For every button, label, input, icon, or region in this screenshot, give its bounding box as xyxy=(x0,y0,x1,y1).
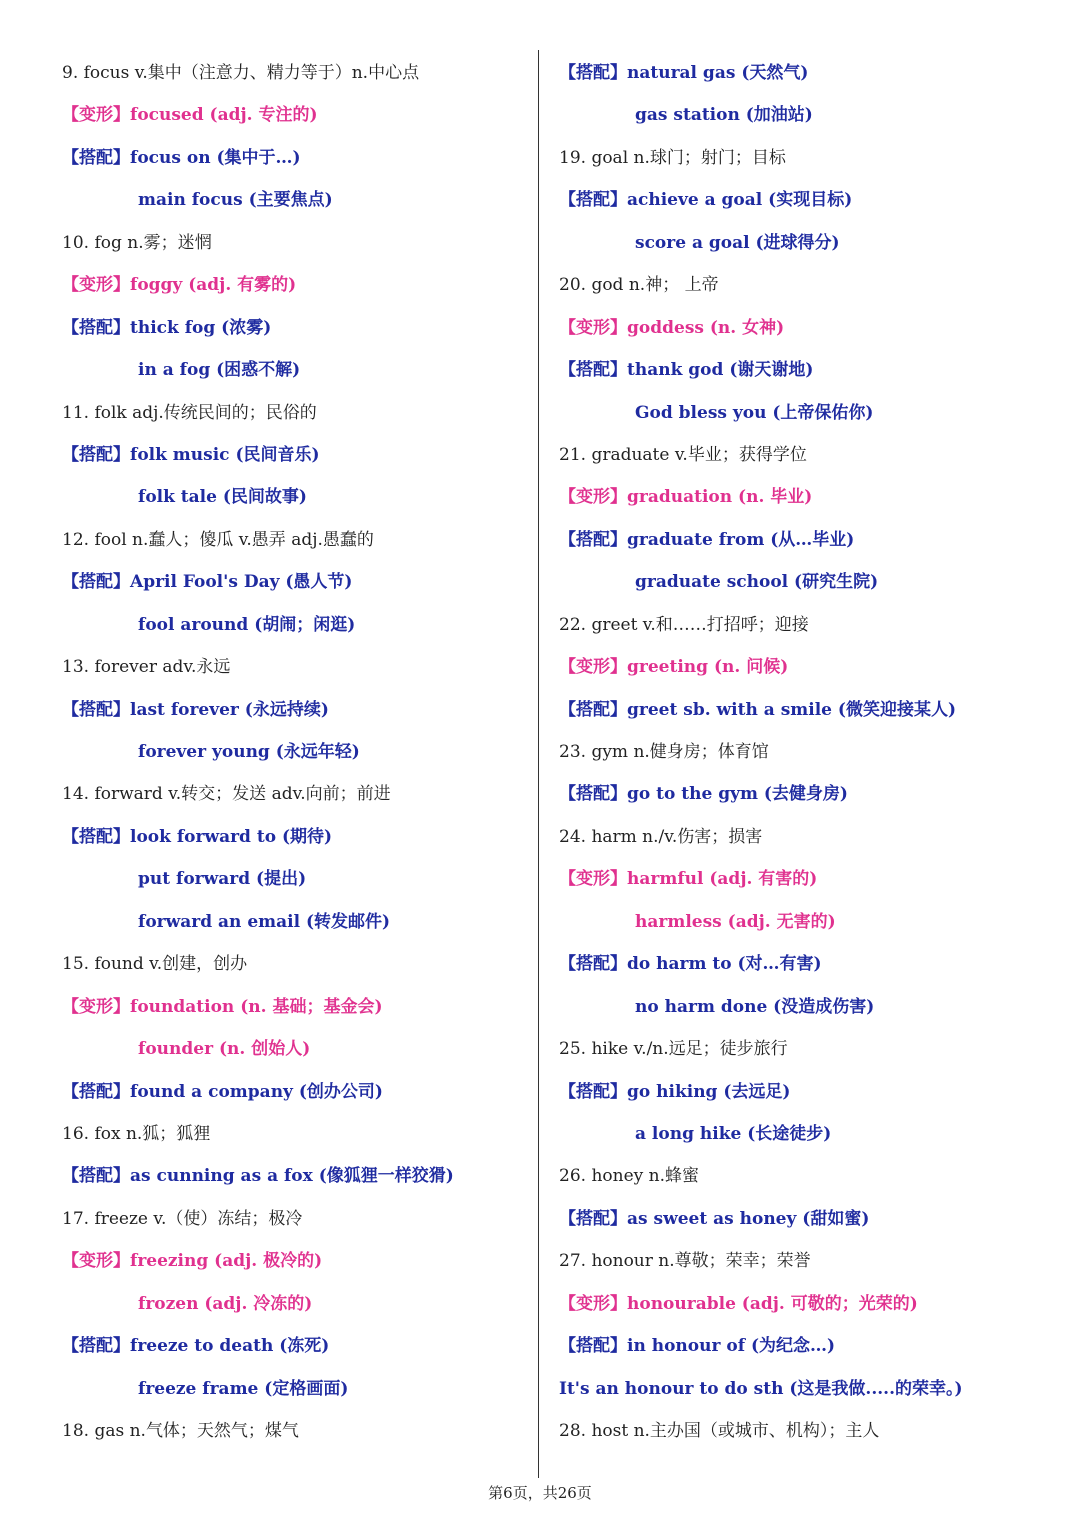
variant-line xyxy=(62,94,552,136)
variant-tag: 【变形】 xyxy=(559,317,627,338)
variant-text: graduation (n. 毕业) xyxy=(627,487,813,508)
variant-line xyxy=(559,858,1049,900)
collocation-tag: 【搭配】 xyxy=(62,1081,130,1102)
collocation-line xyxy=(559,773,1049,815)
variant-tag: 【变形】 xyxy=(559,657,627,678)
collocation-tag: 【搭配】 xyxy=(62,1166,130,1187)
vocab-entry: 22. greet v.和……打招呼；迎接 xyxy=(559,614,809,635)
vocab-entry: 18. gas n.气体；天然气；煤气 xyxy=(62,1421,299,1441)
vocab-entry: 28. host n.主办国（或城市、机构）；主人 xyxy=(559,1421,880,1441)
collocation-line: main focus (主要焦点) xyxy=(138,190,333,211)
collocation-line xyxy=(559,52,1049,94)
collocation-line: graduate school (研究生院) xyxy=(635,572,879,593)
vocab-entry: 12. fool n.蠢人；傻瓜 v.愚弄 adj.愚蠢的 xyxy=(62,529,374,550)
collocation-text: go to the gym (去健身房) xyxy=(627,784,848,805)
collocation-line xyxy=(559,1325,1049,1367)
vocab-entry: 15. found v.创建，创办 xyxy=(62,954,248,975)
variant-line xyxy=(62,1240,552,1282)
collocation-line xyxy=(62,816,552,858)
collocation-text: as cunning as a fox (像狐狸一样狡猾) xyxy=(130,1166,454,1187)
column-divider xyxy=(538,50,539,1478)
collocation-text: natural gas (天然气) xyxy=(627,63,809,83)
collocation-text: thick fog (浓雾) xyxy=(130,317,272,338)
collocation-text: focus on (集中于…) xyxy=(130,147,301,168)
variant-line xyxy=(559,1283,1049,1325)
phrase-line: It's an honour to do sth (这是我做.....的荣幸。) xyxy=(559,1378,963,1399)
collocation-text: achieve a goal (实现目标) xyxy=(627,190,853,211)
variant-text: foundation (n. 基础；基金会) xyxy=(130,996,383,1017)
collocation-tag: 【搭配】 xyxy=(559,784,627,805)
right-column xyxy=(559,52,1049,1452)
collocation-line xyxy=(62,1071,552,1113)
vocab-entry: 27. honour n.尊敬；荣幸；荣誉 xyxy=(559,1251,811,1272)
collocation-line xyxy=(559,1198,1049,1240)
collocation-text: found a company (创办公司) xyxy=(130,1081,383,1102)
vocab-entry: 19. goal n.球门；射门；目标 xyxy=(559,147,786,168)
collocation-line xyxy=(62,1325,552,1367)
collocation-line xyxy=(559,179,1049,221)
variant-line xyxy=(559,307,1049,349)
collocation-line xyxy=(62,561,552,603)
variant-tag: 【变形】 xyxy=(62,105,130,126)
collocation-tag: 【搭配】 xyxy=(62,147,130,168)
collocation-line: in a fog (困惑不解) xyxy=(138,360,301,381)
variant-text: freezing (adj. 极冷的) xyxy=(130,1251,323,1272)
collocation-tag: 【搭配】 xyxy=(559,529,627,550)
collocation-line xyxy=(559,1071,1049,1113)
variant-line xyxy=(559,646,1049,688)
vocab-entry: 11. folk adj.传统民间的；民俗的 xyxy=(62,402,317,423)
vocab-entry: 13. forever adv.永远 xyxy=(62,657,231,678)
collocation-tag: 【搭配】 xyxy=(559,1208,627,1229)
variant-text: goddess (n. 女神) xyxy=(627,317,785,338)
variant-tag: 【变形】 xyxy=(62,1251,130,1272)
variant-line xyxy=(62,264,552,306)
vocab-entry: 26. honey n.蜂蜜 xyxy=(559,1166,699,1187)
collocation-line: gas station (加油站) xyxy=(635,105,813,126)
collocation-text: go hiking (去远足) xyxy=(627,1081,791,1102)
collocation-line xyxy=(559,349,1049,391)
collocation-text: greet sb. with a smile (微笑迎接某人) xyxy=(627,699,956,720)
collocation-text: graduate from (从…毕业) xyxy=(627,529,855,550)
collocation-tag: 【搭配】 xyxy=(62,699,130,720)
collocation-text: folk music (民间音乐) xyxy=(130,444,320,465)
variant-text: greeting (n. 问候) xyxy=(627,657,789,678)
collocation-tag: 【搭配】 xyxy=(559,1081,627,1102)
collocation-tag: 【搭配】 xyxy=(559,360,627,381)
collocation-tag: 【搭配】 xyxy=(559,1336,627,1357)
variant-tag: 【变形】 xyxy=(559,1293,627,1314)
variant-line: founder (n. 创始人) xyxy=(138,1039,311,1060)
collocation-text: last forever (永远持续) xyxy=(130,699,329,720)
vocab-entry: 25. hike v./n.远足；徒步旅行 xyxy=(559,1039,788,1060)
collocation-text: April Fool's Day (愚人节) xyxy=(130,572,353,593)
variant-line: harmless (adj. 无害的) xyxy=(635,911,836,932)
collocation-line xyxy=(559,689,1049,731)
collocation-text: thank god (谢天谢地) xyxy=(627,360,814,381)
collocation-text: as sweet as honey (甜如蜜) xyxy=(627,1208,870,1229)
collocation-tag: 【搭配】 xyxy=(62,1336,130,1357)
collocation-line: forward an email (转发邮件) xyxy=(138,911,391,932)
collocation-text: in honour of (为纪念…) xyxy=(627,1336,836,1357)
variant-text: focused (adj. 专注的) xyxy=(130,105,318,126)
collocation-line: forever young (永远年轻) xyxy=(138,742,360,762)
collocation-line xyxy=(62,689,552,731)
collocation-line: fool around (胡闹；闲逛) xyxy=(138,614,356,635)
variant-tag: 【变形】 xyxy=(62,275,130,296)
collocation-tag: 【搭配】 xyxy=(559,699,627,720)
vocab-entry: 16. fox n.狐；狐狸 xyxy=(62,1123,211,1144)
collocation-text: freeze to death (冻死) xyxy=(130,1336,330,1357)
vocab-entry: 21. graduate v.毕业；获得学位 xyxy=(559,444,807,465)
collocation-tag: 【搭配】 xyxy=(62,572,130,593)
collocation-tag: 【搭配】 xyxy=(559,63,627,83)
collocation-line xyxy=(62,1155,552,1197)
collocation-line: no harm done (没造成伤害) xyxy=(635,996,875,1017)
collocation-line xyxy=(62,307,552,349)
variant-line: frozen (adj. 冷冻的) xyxy=(138,1293,313,1314)
variant-text: harmful (adj. 有害的) xyxy=(627,869,818,890)
collocation-line xyxy=(559,519,1049,561)
collocation-tag: 【搭配】 xyxy=(559,190,627,211)
collocation-line xyxy=(62,137,552,179)
page-footer: 第6页，共26页 xyxy=(488,1484,592,1502)
vocab-entry: 14. forward v.转交；发送 adv.向前；前进 xyxy=(62,784,391,805)
collocation-line: freeze frame (定格画面) xyxy=(138,1378,349,1399)
collocation-text: do harm to (对…有害) xyxy=(627,954,822,975)
collocation-tag: 【搭配】 xyxy=(62,317,130,338)
collocation-line xyxy=(62,434,552,476)
collocation-text: look forward to (期待) xyxy=(130,826,333,847)
vocab-entry: 9. focus v.集中（注意力、精力等于）n.中心点 xyxy=(62,63,420,83)
collocation-tag: 【搭配】 xyxy=(62,444,130,465)
collocation-line: folk tale (民间故事) xyxy=(138,487,307,508)
collocation-line: put forward (提出) xyxy=(138,869,307,890)
vocab-entry: 20. god n.神； 上帝 xyxy=(559,275,719,296)
collocation-tag: 【搭配】 xyxy=(559,954,627,975)
collocation-line: God bless you (上帝保佑你) xyxy=(635,402,874,423)
collocation-line: a long hike (长途徒步) xyxy=(635,1123,832,1144)
variant-line xyxy=(62,986,552,1028)
variant-tag: 【变形】 xyxy=(62,996,130,1017)
vocab-entry: 24. harm n./v.伤害；损害 xyxy=(559,826,763,847)
collocation-tag: 【搭配】 xyxy=(62,826,130,847)
left-column xyxy=(62,52,552,1452)
vocab-entry: 10. fog n.雾；迷惘 xyxy=(62,232,212,253)
variant-text: honourable (adj. 可敬的；光荣的) xyxy=(627,1293,918,1314)
collocation-line xyxy=(559,943,1049,985)
variant-tag: 【变形】 xyxy=(559,487,627,508)
vocab-entry: 17. freeze v.（使）冻结；极冷 xyxy=(62,1208,303,1229)
collocation-line: score a goal (进球得分) xyxy=(635,232,840,253)
variant-line xyxy=(559,476,1049,518)
vocab-entry: 23. gym n.健身房；体育馆 xyxy=(559,742,769,762)
variant-text: foggy (adj. 有雾的) xyxy=(130,275,297,296)
variant-tag: 【变形】 xyxy=(559,869,627,890)
